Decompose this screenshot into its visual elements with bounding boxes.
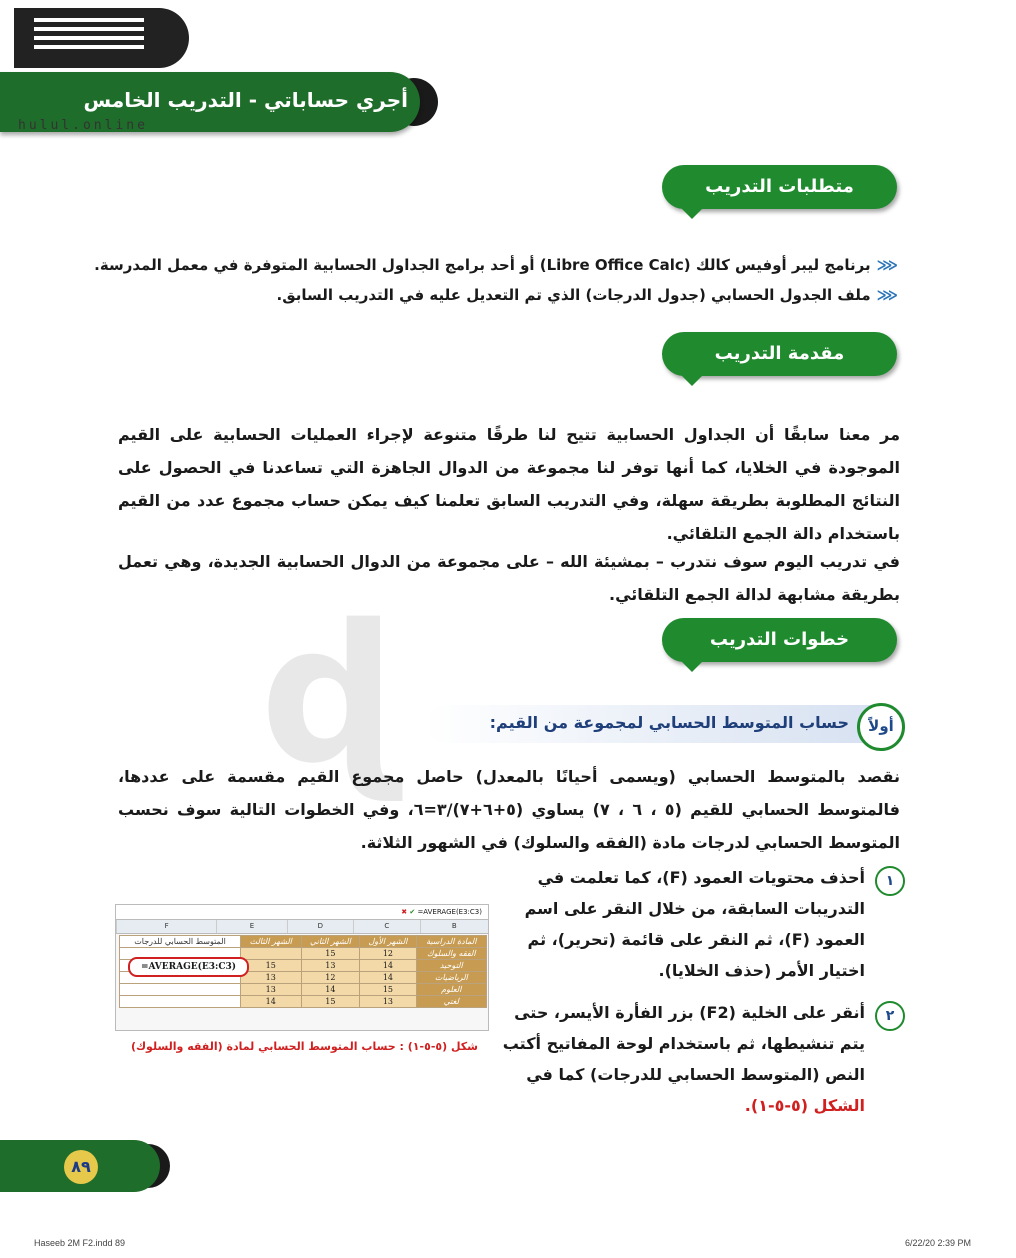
intro-paragraph-1: مر معنا سابقًا أن الجداول الحسابية تتيح لنا طرقًا متنوعة لإجراء العمليات الحسابية على القيم الموجودة في الخلايا، كما أنها توفر لنا مجموعة من الدوال الجاهزة التي تساعدنا في الحصول على النتائج المطلوبة بطريقة سهلة، وفي التدريب السابق تعلمنا كيف يمكن حساب مجموع عدد من القيم باستخدام دالة الجمع التلقائي.	[118, 425, 900, 543]
section-requirements	[662, 165, 897, 209]
arrow-bullet-icon: ⋘	[876, 256, 898, 274]
table-row: الرياضيات 14 12 13	[120, 972, 487, 984]
table-row: لغتي 13 15 14	[120, 996, 487, 1008]
requirement-item: ⋘برنامج ليبر أوفيس كالك (Libre Office Calc) أو أحد برامج الجداول الحسابية المتوفرة في معمل المدرسة.	[94, 256, 898, 274]
requirement-item: ⋘ملف الجدول الحسابي (جدول الدرجات) الذي تم التعديل عليه في التدريب السابق.	[276, 286, 898, 304]
step-2-text: أنقر على الخلية (F2) بزر الفأرة الأيسر، حتى يتم تنشيطها، ثم باستخدام لوحة المفاتيح أكتب النص (المتوسط الحسابي للدرجات) كما في الشكل (٥-٥-١).	[502, 1003, 865, 1115]
formula-callout: =AVERAGE(E3:C3)	[128, 957, 249, 977]
page-number: ٨٩	[64, 1150, 98, 1184]
figure-caption: شكل (٥-٥-١) : حساب المتوسط الحسابي لمادة (الفقه والسلوك)	[130, 1040, 478, 1053]
section-steps	[662, 618, 897, 662]
section-intro-label: مقدمة التدريب	[714, 343, 845, 364]
figure-reference: الشكل (٥-٥-١).	[744, 1096, 865, 1115]
logo-subtitle: hulul.online	[18, 118, 148, 133]
cancel-icon: ✖	[401, 908, 408, 916]
section-requirements-label: متطلبات التدريب	[705, 176, 854, 197]
table-row: التوحيد 14 13 15	[120, 960, 487, 972]
arrow-bullet-icon: ⋘	[876, 286, 898, 304]
table-row: الفقه والسلوك 12 15	[120, 948, 487, 960]
table-header-row: المادة الدراسية الشهر الأول الشهر الثاني الشهر الثالث المتوسط الحسابي للدرجات	[120, 936, 487, 948]
section-intro	[662, 332, 897, 376]
accept-icon: ✔	[409, 908, 416, 916]
page-title: أجري حساباتي - التدريب الخامس	[83, 88, 408, 112]
step-1-text: أحذف محتويات العمود (F)، كما تعلمت في التدريبات السابقة، من خلال النقر على اسم العمود (F)، ثم النقر على قائمة (تحرير)، ثم اختيار الأمر (حذف الخلايا).	[524, 868, 865, 980]
part1-title: حساب المتوسط الحسابي لمجموعة من القيم:	[489, 713, 849, 732]
column-headers: F E D C B	[116, 920, 488, 934]
logo-lines-icon	[34, 18, 144, 50]
print-slug-right: 6/22/20 2:39 PM	[905, 1238, 972, 1248]
section-steps-label: خطوات التدريب	[709, 629, 850, 650]
formula-bar: ✖ ✔ =AVERAGE(E3:C3)	[116, 905, 488, 920]
watermark-logo: ɖ	[260, 584, 397, 805]
intro-paragraph-2: في تدريب اليوم سوف نتدرب – بمشيئة الله – على مجموعة من الدوال الحسابية الجديدة، وهي تعمل بطريقة مشابهة لدالة الجمع التلقائي.	[118, 552, 900, 604]
print-slug-left: Haseeb 2M F2.indd 89	[34, 1238, 126, 1248]
part1-number: أولاً	[857, 703, 905, 751]
step-2-number: ٢	[875, 1001, 905, 1031]
part1-paragraph: نقصد بالمتوسط الحسابي (ويسمى أحيانًا بالمعدل) حاصل مجموع القيم مقسمة على عددها، فالمتوسط الحسابي للقيم (٥ ، ٦ ، ٧) يساوي (٥+٦+٧)/٣=٦، وفي الخطوات التالية سوف نحسب المتوسط الحسابي لدرجات مادة (الفقه والسلوك) في الشهور الثلاثة.	[118, 767, 901, 852]
step-1-number: ١	[875, 866, 905, 896]
table-row: العلوم 15 14 13	[120, 984, 487, 996]
part1-heading	[425, 705, 905, 743]
